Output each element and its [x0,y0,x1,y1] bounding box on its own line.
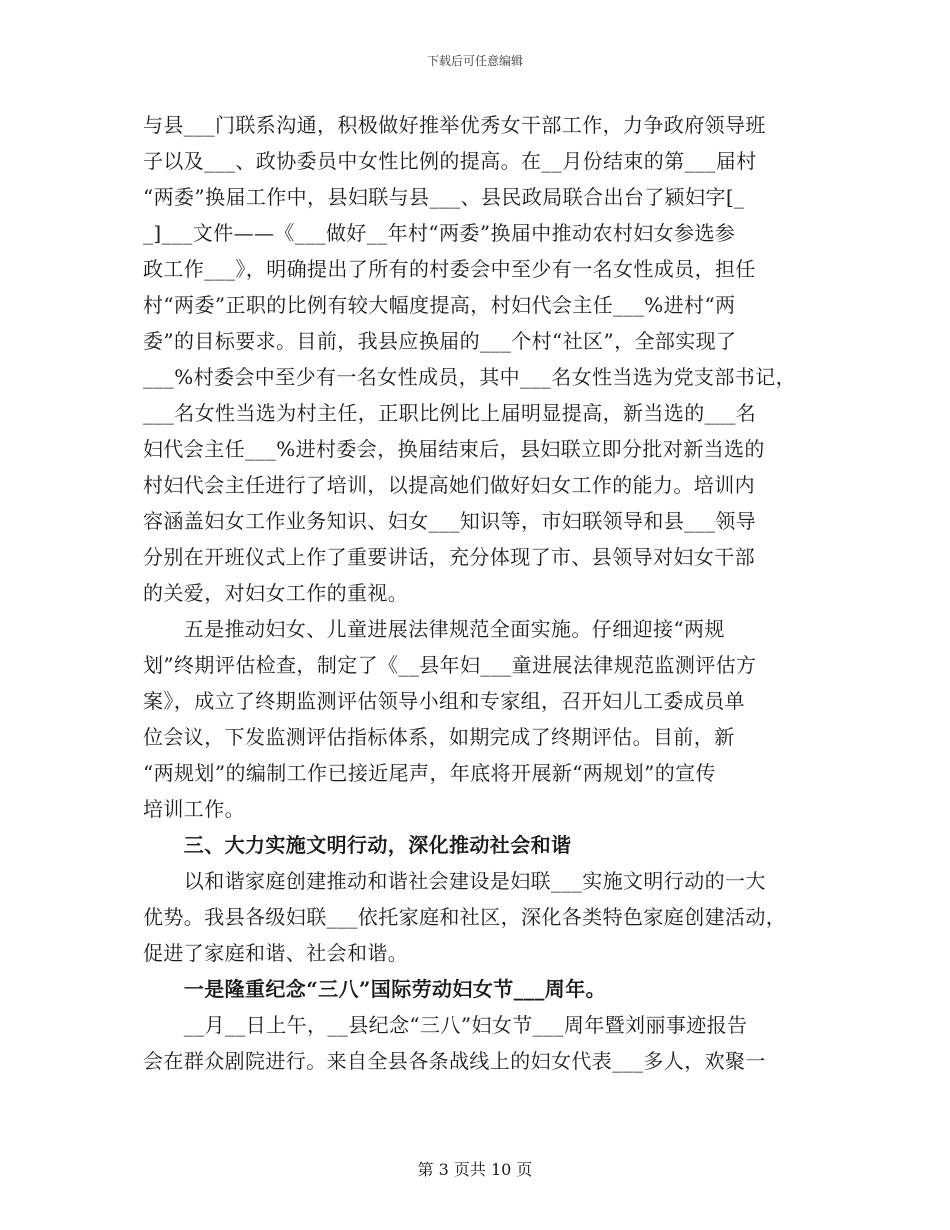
text-line: 村“两委”正职的比例有较大幅度提高，村妇代会主任___%进村“两 [143,293,736,317]
text-line: 位会议，下发监测评估指标体系，如期完成了终期评估。目前，新 [143,725,735,749]
page-header: 下载后可任意编辑 [426,54,523,68]
text-line: 优势。我县各级妇联___依托家庭和社区，深化各类特色家庭创建活动， [143,905,787,929]
text-line: “两委”换届工作中，县妇联与县___、县民政局联合出台了颍妇字[_ [143,185,745,209]
text-line: 的关爱，对妇女工作的重视。 [143,581,409,605]
paragraph-start-line: __月__日上午，__县纪念“三八”妇女节___周年暨刘丽事迹报告 [143,1013,748,1037]
text-line: 子以及___、政协委员中女性比例的提高。在__月份结束的第___届村 [143,149,757,173]
text-line: “两规划”的编制工作已接近尾声，年底将开展新“两规划”的宣传 [143,761,716,785]
text-line: 促进了家庭和谐、社会和谐。 [143,941,409,965]
subsection-heading: 一是隆重纪念“三八”国际劳动妇女节___周年。 [143,977,607,1001]
text-line: ___%村委会中至少有一名女性成员，其中___名女性当选为党支部书记， [143,365,797,389]
text-line: 会在群众剧院进行。来自全县各条战线上的妇女代表___多人，欢聚一 [143,1049,766,1073]
text-line: 案》，成立了终期监测评估领导小组和专家组，召开妇儿工委成员单 [143,689,745,713]
paragraph-start-line: 五是推动妇女、儿童进展法律规范全面实施。仔细迎接“两规 [143,617,725,641]
text-line: 与县___门联系沟通，积极做好推举优秀女干部工作，力争政府领导班 [143,113,766,137]
document-body [143,107,807,1079]
text-line: 分别在开班仪式上作了重要讲话，充分体现了市、县领导对妇女干部 [143,545,755,569]
text-line: ___名女性当选为村主任，正职比例比上届明显提高，新当选的___名 [143,401,757,425]
text-line: 妇代会主任___%进村委会，换届结束后，县妇联立即分批对新当选的 [143,437,765,461]
page-footer: 第 3 页共 10 页 [417,1160,533,1179]
paragraph-start-line: 以和谐家庭创建推动和谐社会建设是妇联___实施文明行动的一大 [143,869,766,893]
section-heading: 三、大力实施文明行动，深化推动社会和谐 [143,833,572,857]
text-line: 培训工作。 [143,797,245,821]
text-line: _]___文件——《___做好__年村“两委”换届中推动农村妇女参选参 [143,221,736,245]
text-line: 划”终期评估检查，制定了《__县年妇___童进展法律规范监测评估方 [143,653,757,677]
text-line: 容涵盖妇女工作业务知识、妇女___知识等，市妇联领导和县___领导 [143,509,757,533]
text-line: 村妇代会主任进行了培训，以提高她们做好妇女工作的能力。培训内 [143,473,755,497]
text-line: 政工作___》，明确提出了所有的村委会中至少有一名女性成员，担任 [143,257,756,281]
text-line: 委”的目标要求。目前，我县应换届的___个村“社区”，全部实现了 [143,329,737,353]
